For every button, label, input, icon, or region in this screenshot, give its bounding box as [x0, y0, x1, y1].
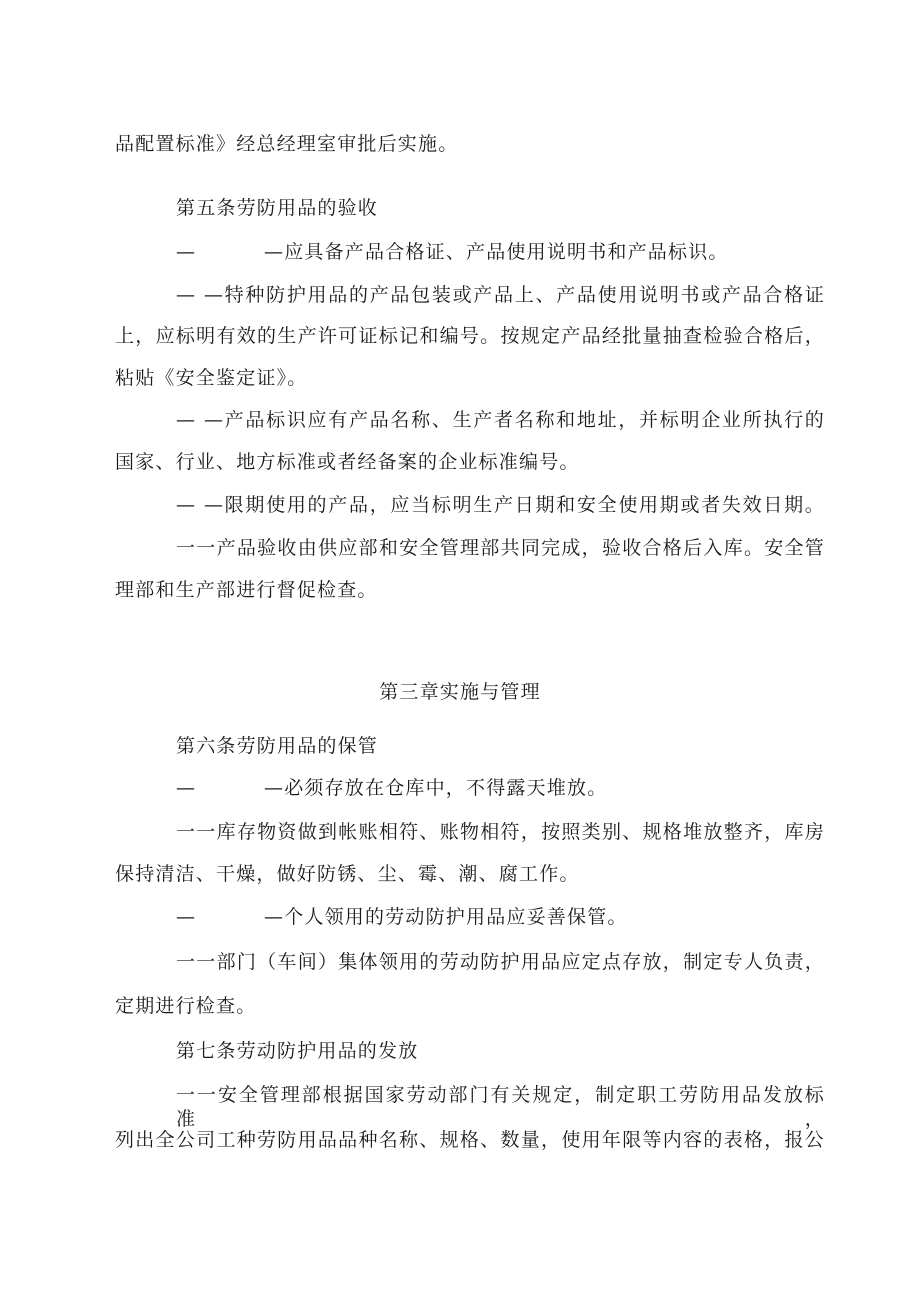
paragraph-line: 上，应标明有效的生产许可证标记和编号。按规定产品经批量抽查检验合格后，	[115, 325, 825, 347]
paragraph-line: 理部和生产部进行督促检查。	[115, 579, 378, 601]
paragraph-line: 一一库存物资做到帐账相符、账物相符，按照类别、规格堆放整齐，库房	[176, 821, 825, 843]
paragraph-line: —必须存放在仓库中，不得露天堆放。	[264, 777, 608, 799]
chapter-title: 第三章实施与管理	[379, 681, 541, 703]
paragraph-line: 列出全公司工种劳防用品品种名称、规格、数量，使用年限等内容的表格，报公	[115, 1129, 825, 1151]
dash-marker: —	[176, 777, 197, 799]
section-heading-article-7: 第七条劳动防护用品的发放	[176, 1040, 419, 1062]
paragraph-line: 品配置标准》经总经理室审批后实施。	[115, 133, 459, 155]
section-heading-article-5: 第五条劳防用品的验收	[176, 197, 379, 219]
paragraph-line: 国家、行业、地方标准或者经备案的企业标准编号。	[115, 451, 580, 473]
paragraph-line: 定期进行检查。	[115, 995, 257, 1017]
dash-marker: —	[176, 906, 197, 928]
paragraph-line: 一一部门（车间）集体领用的劳动防护用品应定点存放，制定专人负责，	[176, 951, 825, 973]
paragraph-line: — —特种防护用品的产品包装或产品上、产品使用说明书或产品合格证	[176, 284, 825, 306]
paragraph-line: — —产品标识应有产品名称、生产者名称和地址，并标明企业所执行的	[176, 409, 825, 431]
paragraph-line: 一一产品验收由供应部和安全管理部共同完成，验收合格后入库。安全管	[176, 537, 825, 559]
paragraph-line: 保持清洁、干燥，做好防锈、尘、霉、潮、腐工作。	[115, 863, 580, 885]
paragraph-line: 一一安全管理部根据国家劳动部门有关规定，制定职工劳防用品发放标准，	[176, 1084, 825, 1130]
paragraph-line: —个人领用的劳动防护用品应妥善保管。	[264, 906, 628, 928]
paragraph-line: — —限期使用的产品，应当标明生产日期和安全使用期或者失效日期。	[176, 494, 825, 516]
paragraph-line: —应具备产品合格证、产品使用说明书和产品标识。	[264, 241, 729, 263]
dash-marker: —	[176, 241, 197, 263]
section-heading-article-6: 第六条劳防用品的保管	[176, 735, 379, 757]
paragraph-line: 粘贴《安全鉴定证》。	[115, 367, 308, 389]
